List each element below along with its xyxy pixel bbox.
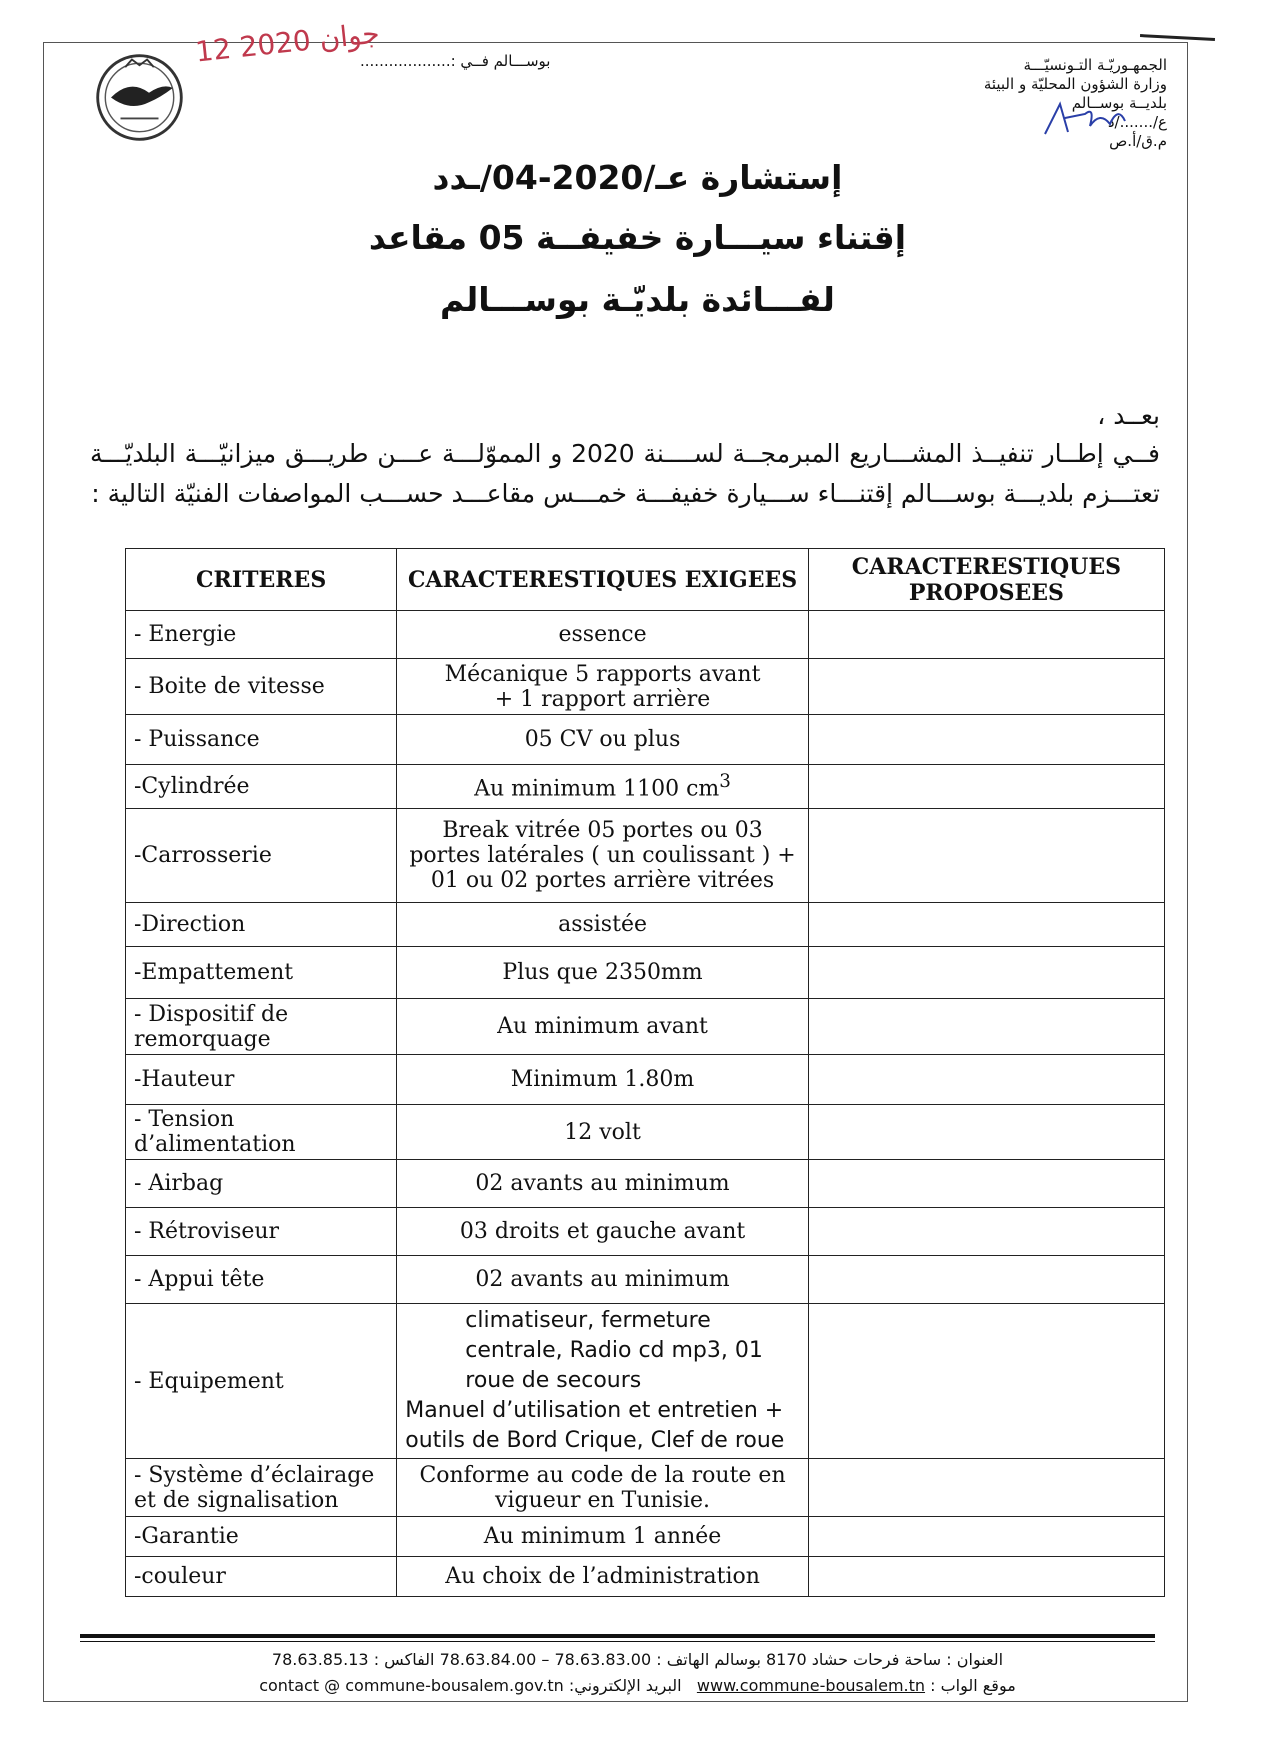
criterion-cell: - Energie [126,611,397,659]
header-criteria: CRITERES [126,549,397,611]
footer-address: العنوان : ساحة فرحات حشاد 8170 بوسالم الهاتف : 78.63.83.00 – 78.63.84.00 الفاكس : 78.63.85.13 [271,1650,1004,1669]
equipment-line: roue de secours [465,1368,642,1393]
header-proposed: CARACTERESTIQUES PROPOSEES [808,549,1164,611]
proposed-cell[interactable] [808,1304,1164,1459]
required-cell: Au minimum avant [397,999,809,1055]
intro-paragraph: فــي إطــار تنفيــذ المشـــاريع المبرمجــة لســــنة 2020 و المموّلـــة عـــن طريـــق ميزانيّـــة البلديّـــة تعتـــزم بلديـــة بوســـالم إقتنـــاء ســـيارة خفيفـــة خمـــس مقاعـــد حســـب المواصفات الفنيّة التالية : [90,439,1160,508]
proposed-cell[interactable] [808,947,1164,999]
required-text: Au minimum 1100 cm [474,776,720,802]
criterion-cell: -couleur [126,1557,397,1597]
required-cell: 12 volt [397,1105,809,1160]
criterion-cell: -Direction [126,903,397,947]
table-row [126,659,1165,715]
table-row [126,809,1165,903]
proposed-cell[interactable] [808,1055,1164,1105]
email-label: البريد الإلكتروني: [568,1676,682,1695]
greeting: بعــد ، [1097,401,1160,430]
proposed-cell[interactable] [808,715,1164,765]
table-row [126,1557,1165,1597]
required-cell: Au minimum 1 année [397,1517,809,1557]
proposed-cell[interactable] [808,611,1164,659]
consultation-beneficiary: لفـــائدة بلديّـة بوســـالم [440,280,835,319]
table-row [126,1459,1165,1517]
proposed-cell[interactable] [808,659,1164,715]
criterion-cell: -Carrosserie [126,809,397,903]
website-label: موقع الواب : [930,1676,1016,1695]
criterion-cell: -Empattement [126,947,397,999]
proposed-cell[interactable] [808,1105,1164,1160]
proposed-cell[interactable] [808,999,1164,1055]
required-cell: 03 droits et gauche avant [397,1208,809,1256]
equipment-line: centrale, Radio cd mp3, 01 [465,1338,763,1363]
required-cell: 02 avants au minimum [397,1160,809,1208]
reference-code: م.ق/أ.ص [1109,132,1167,150]
proposed-cell[interactable] [808,1517,1164,1557]
table-row [126,1105,1165,1160]
email-address: contact @ commune-bousalem.gov.tn [259,1676,564,1695]
required-cell: essence [397,611,809,659]
corner-mark [1140,34,1215,41]
proposed-cell[interactable] [808,1557,1164,1597]
criterion-cell: - Airbag [126,1160,397,1208]
footer-rule-thin [80,1641,1155,1642]
equipment-line: Manuel d’utilisation et entretien + [405,1398,784,1423]
table-row [126,611,1165,659]
proposed-cell[interactable] [808,1208,1164,1256]
table-row [126,1517,1165,1557]
consultation-subject: إقتناء سيـــارة خفيفــة 05 مقاعد [368,218,907,257]
proposed-cell[interactable] [808,765,1164,809]
ministry-label: وزارة الشؤون المحليّة و البيئة [983,75,1167,93]
table-row [126,999,1165,1055]
equipment-line: outils de Bord Crique, Clef de roue [405,1428,785,1453]
table-row [126,1055,1165,1105]
criterion-cell: - Rétroviseur [126,1208,397,1256]
date-stamp: 12 جوان 2020 [193,16,382,69]
criterion-cell: -Garantie [126,1517,397,1557]
republic-label: الجمهـوريّـة التـونسيّـــة [1023,56,1167,74]
required-cell: 02 avants au minimum [397,1256,809,1304]
table-row [126,1304,1165,1459]
criterion-cell: - Tension d’alimentation [126,1105,397,1160]
table-row [126,715,1165,765]
table-row [126,765,1165,809]
proposed-cell[interactable] [808,903,1164,947]
proposed-cell[interactable] [808,1459,1164,1517]
required-cell [397,1304,809,1459]
required-cell [397,765,809,809]
proposed-cell[interactable] [808,809,1164,903]
table-row [126,1208,1165,1256]
table-row [126,903,1165,947]
table-header-row [126,549,1165,611]
required-cell: Mécanique 5 rapports avant + 1 rapport arrière [397,659,809,715]
required-cell: Plus que 2350mm [397,947,809,999]
footer-contacts [0,1676,1275,1695]
criterion-cell: - Equipement [126,1304,397,1459]
required-cell: Break vitrée 05 portes ou 03 portes latérales ( un coulissant ) + 01 ou 02 portes arrière vitrées [397,809,809,903]
criterion-cell: - Dispositif de remorquage [126,999,397,1055]
criterion-cell: - Système d’éclairage et de signalisation [126,1459,397,1517]
header-required: CARACTERESTIQUES EXIGEES [397,549,809,611]
table-row [126,947,1165,999]
required-cell: assistée [397,903,809,947]
proposed-cell[interactable] [808,1160,1164,1208]
criterion-cell: - Appui tête [126,1256,397,1304]
reference-number: ع/......./د [1107,113,1167,131]
equipment-line: climatiseur, fermeture [465,1308,711,1333]
proposed-cell[interactable] [808,1256,1164,1304]
superscript: 3 [719,771,731,793]
municipality-logo [92,50,187,145]
consultation-number: إستشارة عـ/2020-04/ـدد [432,158,843,197]
required-cell: Au choix de l’administration [397,1557,809,1597]
criterion-cell: -Cylindrée [126,765,397,809]
required-cell: 05 CV ou plus [397,715,809,765]
required-cell: Conforme au code de la route en vigueur en Tunisie. [397,1459,809,1517]
criterion-cell: - Puissance [126,715,397,765]
signature-mark [1040,96,1130,141]
date-line: بوســـالم فــي :................... [360,52,551,70]
required-cell: Minimum 1.80m [397,1055,809,1105]
criterion-cell: -Hauteur [126,1055,397,1105]
website-link[interactable]: www.commune-bousalem.tn [696,1676,926,1695]
table-row [126,1256,1165,1304]
footer-rule [80,1634,1155,1638]
specifications-table [125,548,1165,1597]
municipality-label: بلديــة بوســالم [1071,94,1167,112]
criterion-cell: - Boite de vitesse [126,659,397,715]
table-row [126,1160,1165,1208]
